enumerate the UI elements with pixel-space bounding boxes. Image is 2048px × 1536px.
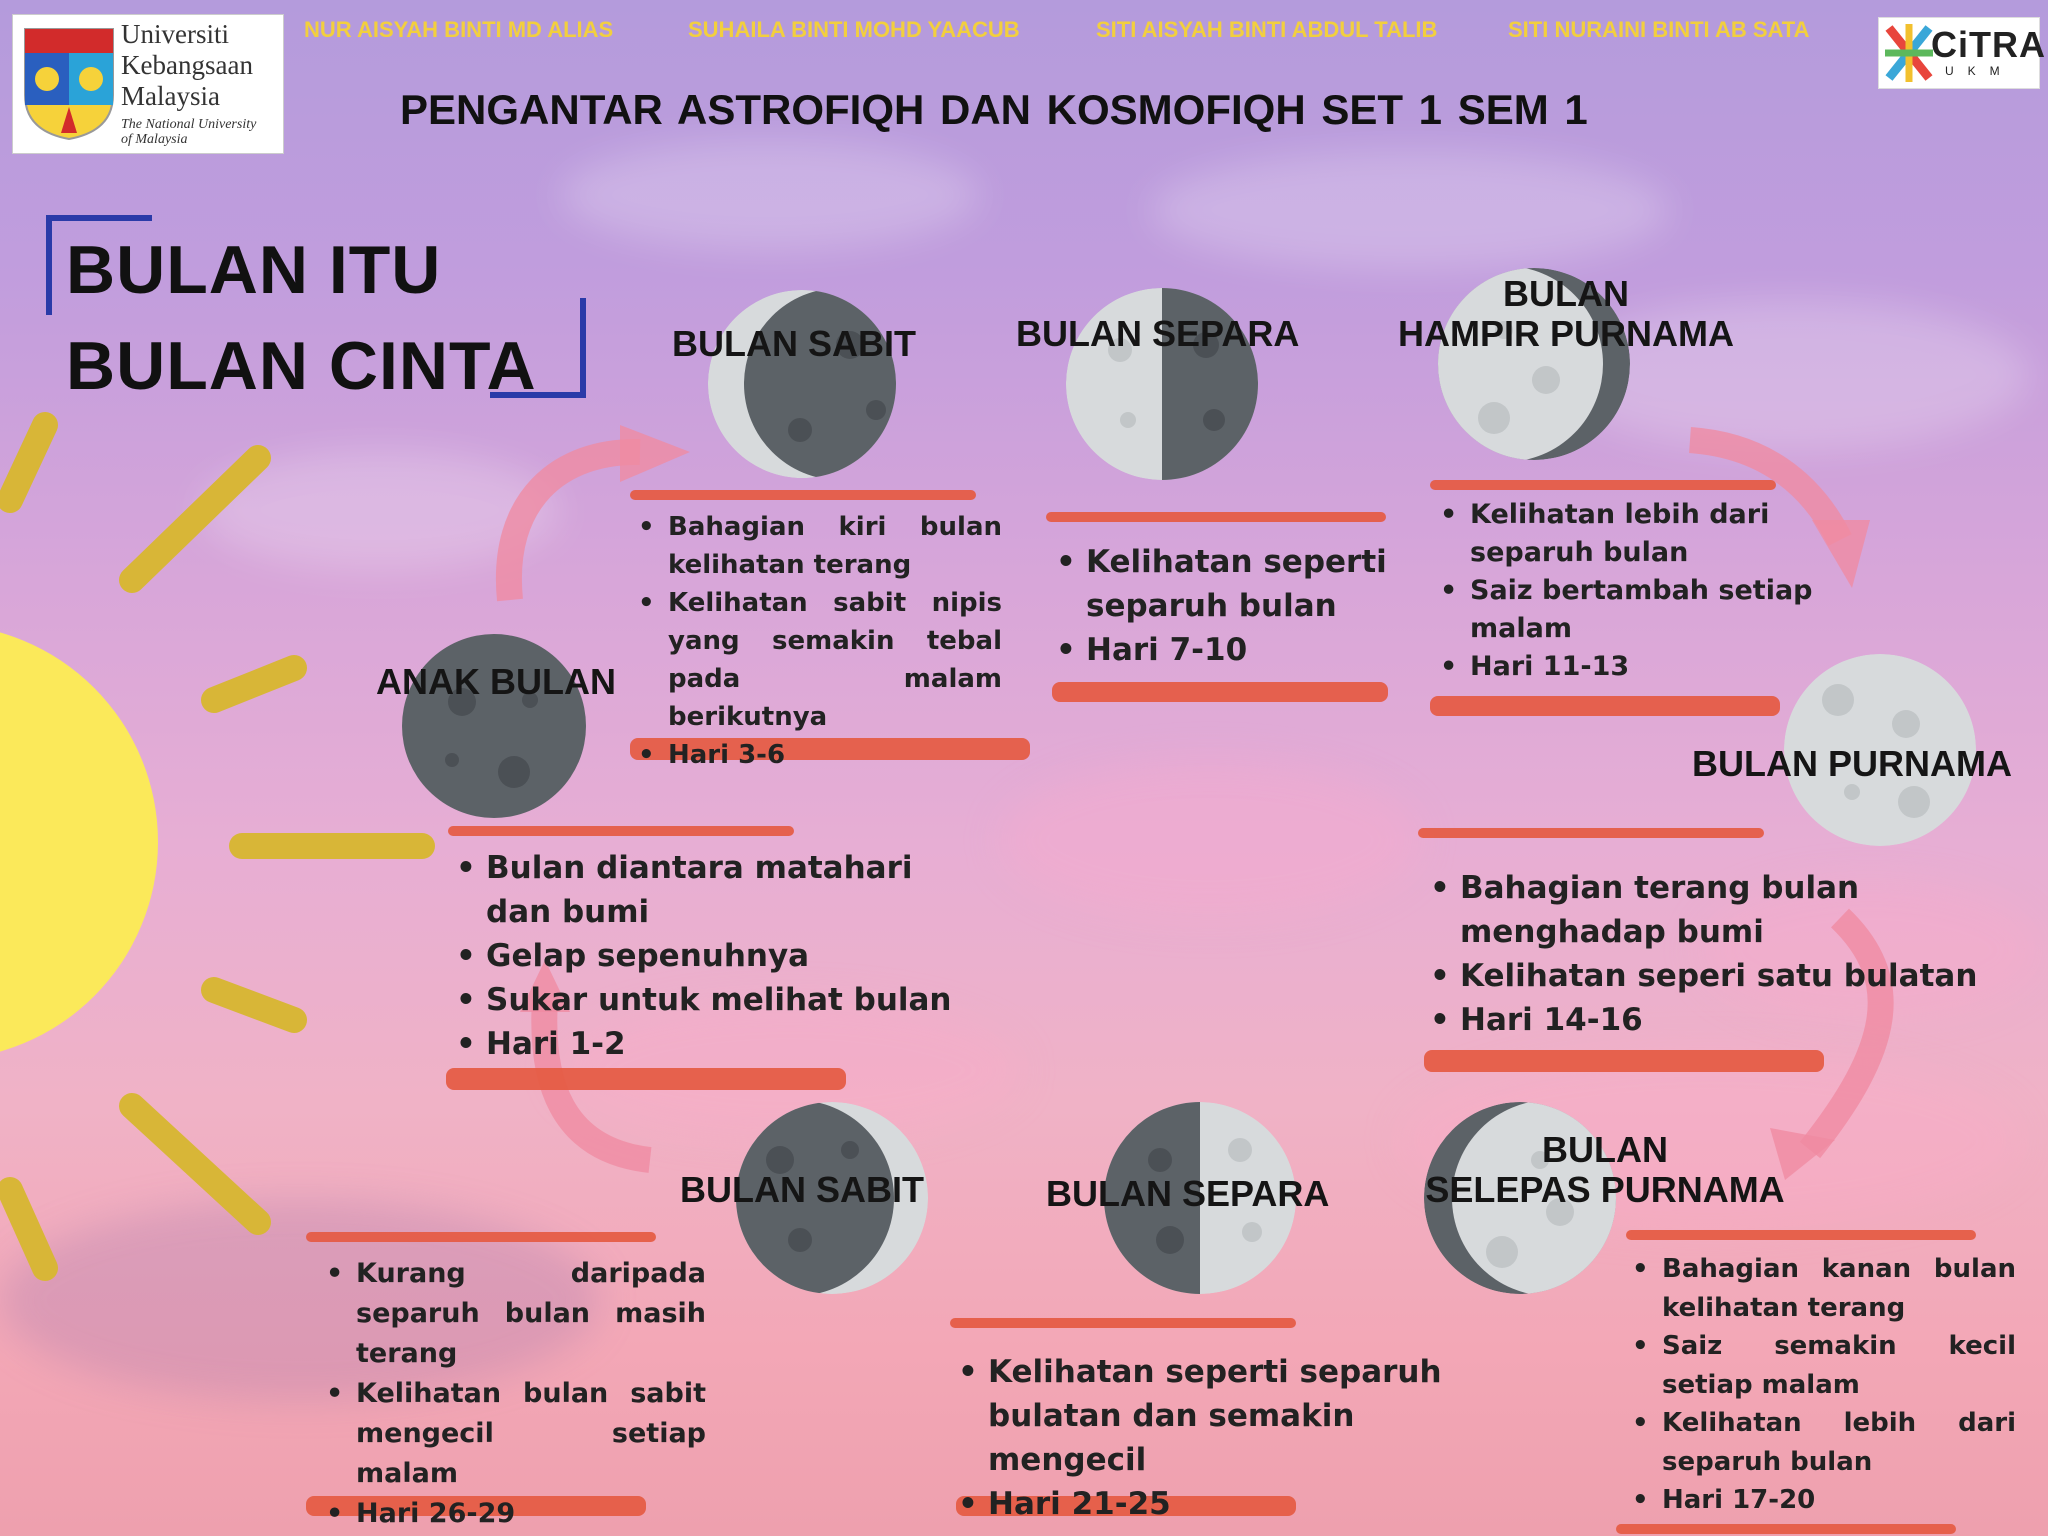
phase-title-bulan-selepas-purnama: [1410, 1130, 1800, 1210]
ukm-tagline-line: The National University: [121, 117, 257, 132]
brush-stroke: [1616, 1524, 1956, 1534]
brush-stroke: [1418, 828, 1764, 838]
moon-first-quarter-icon: [1066, 280, 1272, 490]
phase-point: • Bahagian kanan bulan kelihatan terang: [1628, 1250, 2016, 1327]
brush-stroke: [446, 1068, 846, 1090]
phase-point: • Hari 17-20: [1628, 1481, 2016, 1520]
phase-desc-bulan-separa: [1052, 540, 1392, 672]
phase-title-bulan-purnama: BULAN PURNAMA: [1692, 743, 2012, 784]
phase-point: • Kelihatan seperti separuh bulatan dan semakin mengecil: [954, 1350, 1474, 1482]
phase-desc-bulan-hampir-purnama: [1436, 496, 1816, 686]
phase-point: • Kelihatan lebih dari separuh bulan: [1628, 1404, 2016, 1481]
phase-point: • Hari 3-6: [634, 736, 1002, 774]
phase-title-line: HAMPIR PURNAMA: [1398, 313, 1734, 354]
brush-stroke: [448, 826, 794, 836]
phase-point: • Kurang daripada separuh bulan masih terang: [322, 1254, 706, 1374]
phase-title-anak-bulan: ANAK BULAN: [376, 661, 616, 702]
phase-title-bulan-sabit: BULAN SABIT: [672, 323, 916, 364]
brush-stroke: [630, 490, 976, 500]
phase-desc-bulan-sabit: [322, 1254, 706, 1534]
moon-waxing-crescent-icon: [708, 288, 936, 480]
phase-title-line: SELEPAS PURNAMA: [1425, 1169, 1785, 1210]
main-title-line: BULAN CINTA: [66, 328, 537, 404]
phase-desc-anak-bulan: [452, 846, 962, 1066]
phase-point: • Hari 11-13: [1436, 648, 1816, 686]
phase-point: • Kelihatan lebih dari separuh bulan: [1436, 496, 1816, 572]
author-name: SITI NURAINI BINTI AB SATA: [1508, 17, 1810, 42]
phase-point: • Saiz semakin kecil setiap malam: [1628, 1327, 2016, 1404]
brush-stroke: [1046, 512, 1386, 522]
phase-point: • Hari 14-16: [1426, 998, 1986, 1042]
phase-point: • Kelihatan seperi satu bulatan: [1426, 954, 1986, 998]
phase-point: • Hari 1-2: [452, 1022, 962, 1066]
phase-point: • Bulan diantara matahari dan bumi: [452, 846, 962, 934]
phase-point: • Kelihatan sabit nipis yang semakin tebal pada malam berikutnya: [634, 584, 1002, 736]
author-name: NUR AISYAH BINTI MD ALIAS: [304, 17, 614, 42]
phase-point: • Kelihatan bulan sabit mengecil setiap malam: [322, 1374, 706, 1494]
main-title-line: BULAN ITU: [66, 232, 442, 308]
phase-desc-bulan-separa: [954, 1350, 1474, 1526]
author-name: SUHAILA BINTI MOHD YAACUB: [688, 17, 1020, 42]
phase-point: • Hari 21-25: [954, 1482, 1474, 1526]
phase-title-line: BULAN: [1503, 273, 1629, 314]
phase-desc-bulan-sabit: [634, 508, 1002, 774]
phase-title-bulan-separa: BULAN SEPARA: [1016, 313, 1300, 354]
phase-title-bulan-hampir-purnama: [1386, 274, 1746, 354]
phase-point: • Sukar untuk melihat bulan: [452, 978, 962, 1022]
phase-point: • Kelihatan seperti separuh bulan: [1052, 540, 1392, 628]
brush-stroke: [1430, 696, 1780, 716]
brush-stroke: [950, 1318, 1296, 1328]
phase-point: • Gelap sepenuhnya: [452, 934, 962, 978]
ukm-tagline-line: of Malaysia: [121, 132, 188, 147]
phase-desc-bulan-selepas-purnama: [1628, 1250, 2016, 1520]
ukm-name-line: Universiti: [121, 19, 229, 49]
phase-point: • Hari 26-29: [322, 1494, 706, 1534]
brush-stroke: [1430, 480, 1776, 490]
brush-stroke: [1424, 1050, 1824, 1072]
brush-stroke: [1052, 682, 1388, 702]
citra-sub: UKM: [1945, 64, 2014, 78]
brush-stroke: [1626, 1230, 1976, 1240]
phase-point: • Bahagian terang bulan menghadap bumi: [1426, 866, 1986, 954]
phase-desc-bulan-purnama: [1426, 866, 1986, 1042]
phase-point: • Hari 7-10: [1052, 628, 1392, 672]
citra-name: CiTRA: [1931, 24, 2046, 65]
course-title: PENGANTAR ASTROFIQH DAN KOSMOFIQH SET 1 SEM 1: [400, 86, 1588, 133]
author-name: SITI AISYAH BINTI ABDUL TALIB: [1096, 17, 1438, 42]
ukm-name-line: Kebangsaan: [121, 50, 253, 80]
brush-stroke: [306, 1232, 656, 1242]
phase-point: • Saiz bertambah setiap malam: [1436, 572, 1816, 648]
phase-point: • Bahagian kiri bulan kelihatan terang: [634, 508, 1002, 584]
phase-title-bulan-separa: BULAN SEPARA: [1046, 1173, 1330, 1214]
phase-title-bulan-sabit: BULAN SABIT: [680, 1169, 924, 1210]
ukm-name-line: Malaysia: [121, 81, 220, 111]
phase-title-line: BULAN: [1542, 1129, 1668, 1170]
